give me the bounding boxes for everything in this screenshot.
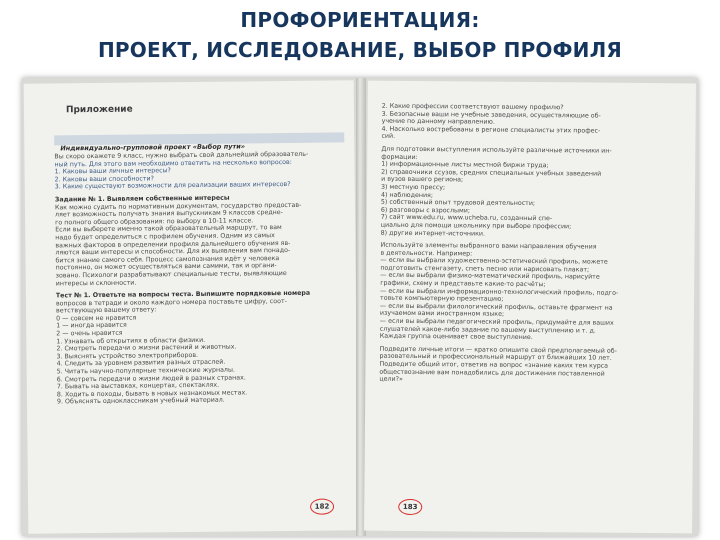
left-page-number: 182 xyxy=(310,499,334,515)
text-line: Тест № 1. Ответьте на вопросы теста. Выпишите порядковые номера xyxy=(55,289,311,300)
text-line: и вузов вашего региона; xyxy=(381,176,464,184)
text-line: — если вы выбрали педагогический профиль, придумайте для ваших xyxy=(379,317,614,327)
text-line: ляет возможность получать знания выпускникам 9 классов средне- xyxy=(54,209,283,219)
text-line: важных факторов в определении профиля дальнейшего обучения яв- xyxy=(55,239,291,249)
text-line: Если вы выберете именно такой образовательный маршрут, то вам xyxy=(55,224,282,234)
text-line: разовательный и профессиональный маршрут от ближайших 10 лет. xyxy=(379,353,612,363)
text-line: надо будет определиться с профилем обучения. Одним из самых xyxy=(55,232,275,242)
text-line: цели?» xyxy=(379,375,403,384)
text-line: учение по данному направлению. xyxy=(381,117,495,126)
project-title-band xyxy=(54,132,344,153)
text-line: 0 — совсем не нравится xyxy=(56,314,137,323)
text-line: 1 — иногда нравится xyxy=(56,322,127,330)
text-line: 6) разговоры с взрослыми; xyxy=(380,206,471,215)
text-line: 1) информационные листы местной биржи труда; xyxy=(381,160,549,170)
text-line: 3. Безопасные ваши не учебные заведения, осуществляющие об- xyxy=(381,110,601,120)
text-line: обществознание вам понадобились для достижения поставленной xyxy=(379,368,605,378)
text-line: интересы и склонности. xyxy=(55,279,137,287)
text-line: 8) другие интернет-источники. xyxy=(380,229,486,238)
text-line: — если вы выбрали информационно-технологический профиль, подго- xyxy=(380,287,619,297)
text-line: Как можно судить по нормативным документам, государство предостав- xyxy=(54,201,302,211)
left-page-text xyxy=(54,150,345,406)
text-line: — если вы выбрали филологический профиль, оставьте фрагмент на xyxy=(379,302,613,312)
text-line: бится знание самого себя. Процесс самопознания идёт у человека xyxy=(55,254,280,265)
text-line: 4) наблюдения; xyxy=(380,191,434,199)
textbook-spread-image xyxy=(22,78,698,536)
text-line: 2. Каковы ваши способности? xyxy=(54,175,154,184)
text-line: сий. xyxy=(381,133,396,141)
text-line: зовано. Психологи разрабатывают специальные тесты, выявляющие xyxy=(55,269,287,280)
text-line: 2 — очень нравится xyxy=(56,329,123,338)
text-line: Подведите личные итоги — кратко опишите свой предполагаемый об- xyxy=(379,345,617,355)
text-line: 7) сайт www.edu.ru, www.ucheba.ru, созданный спе- xyxy=(380,214,553,223)
text-line: ветствующую вашему ответу: xyxy=(55,306,157,315)
text-line: формации: xyxy=(381,153,418,161)
appendix-heading: Приложение xyxy=(65,104,133,116)
text-line: 1. Каковы ваши личные интересы? xyxy=(54,167,171,176)
text-line: Используйте элементы выбранного вами направления обучения xyxy=(380,241,597,251)
text-line: 3. Выяснять устройство электроприборов. xyxy=(56,351,199,361)
text-line: слушателей какое-либо задание по вашему выступлению и т. д. xyxy=(379,325,596,335)
slide-title-line2: ПРОЕКТ, ИССЛЕДОВАНИЕ, ВЫБОР ПРОФИЛЯ xyxy=(97,38,623,62)
text-line: 1. Узнавать об открытиях в области физики. xyxy=(56,336,206,346)
text-line: товьте компьютерную презентацию; xyxy=(380,294,504,304)
text-line: Каждая группа оценивает свое выступление. xyxy=(379,332,533,342)
left-page xyxy=(24,80,359,533)
text-line: 9. Объяснять одноклассникам учебный материал. xyxy=(56,397,225,406)
text-line: 2) справочники ссузов, средних специальных учебных заведений xyxy=(381,168,602,178)
text-line: — если вы выбрали физико-математический профиль, нарисуйте xyxy=(380,272,600,282)
text-line: 4. Насколько востребованы в регионе специалисты этих профес- xyxy=(381,125,601,135)
project-title: Индивидуально-групповой проект «Выбор пути» xyxy=(60,142,246,153)
text-line: 2. Смотреть передачи о жизни растений и животных. xyxy=(56,343,237,353)
text-line: постоянно, он может осуществляться вами самими, так и органи- xyxy=(55,262,277,272)
text-line: вопросов в тетради и около каждого номера поставьте цифру, соот- xyxy=(55,297,287,308)
right-page xyxy=(364,81,696,534)
text-line: 2. Какие профессии соответствуют вашему профилю? xyxy=(381,102,564,112)
text-line: Вы скоро окажете 9 класс, нужно выбрать свой дальнейший образователь- xyxy=(54,150,309,161)
right-page-number: 183 xyxy=(398,499,422,515)
text-line: Задание № 1. Выявляем собственные интересы xyxy=(54,194,230,204)
text-line: Подведите общий итог, ответив на вопрос «знание каких тем курса xyxy=(379,360,609,370)
text-line: 8. Ходить в походы, бывать в новых незнакомых местах. xyxy=(56,389,248,399)
text-line: в деятельности. Например: xyxy=(380,249,473,258)
text-line: ляются ваши интересы и способности. Для их выявления вам понадо- xyxy=(55,247,291,257)
text-line: 4. Следить за уровнем развития разных отраслей. xyxy=(56,359,226,368)
text-line: 3. Какие существуют возможности для реализации ваших интересов? xyxy=(54,181,291,191)
text-line: изучаемом вами иностранном языке; xyxy=(379,310,505,319)
text-line: 6. Смотреть передачи о жизни людей в разных странах. xyxy=(56,374,246,384)
right-page-text xyxy=(379,103,673,386)
text-line: 5. Читать научно-популярные технические журналы. xyxy=(56,366,235,376)
text-line: Для подготовки выступления используйте различные источники ин- xyxy=(381,145,612,155)
text-line: 7. Бывать на выставках, концертах, спектаклях. xyxy=(56,381,220,391)
text-line: подготовить стенгазету, спеть песню или нарисовать плакат; xyxy=(380,264,590,274)
text-line: го полного общего образования: по выбору в 10-11 классе. xyxy=(55,217,254,227)
text-line: ный путь. Для этого вам необходимо ответить на несколько вопросов: xyxy=(54,158,292,169)
text-line: — если вы выбрали художественно-эстетический профиль, можете xyxy=(380,256,608,266)
text-line: 3) местную прессу; xyxy=(381,183,446,192)
text-line: циально для помощи школьнику при выборе профессии; xyxy=(380,221,572,231)
text-line: 5) собственный опыт трудовой деятельности; xyxy=(380,198,536,208)
slide-title-line1: ПРОФОРИЕНТАЦИЯ: xyxy=(240,8,480,32)
text-line: графики, схему и представьте какие-то расчёты; xyxy=(380,279,546,289)
